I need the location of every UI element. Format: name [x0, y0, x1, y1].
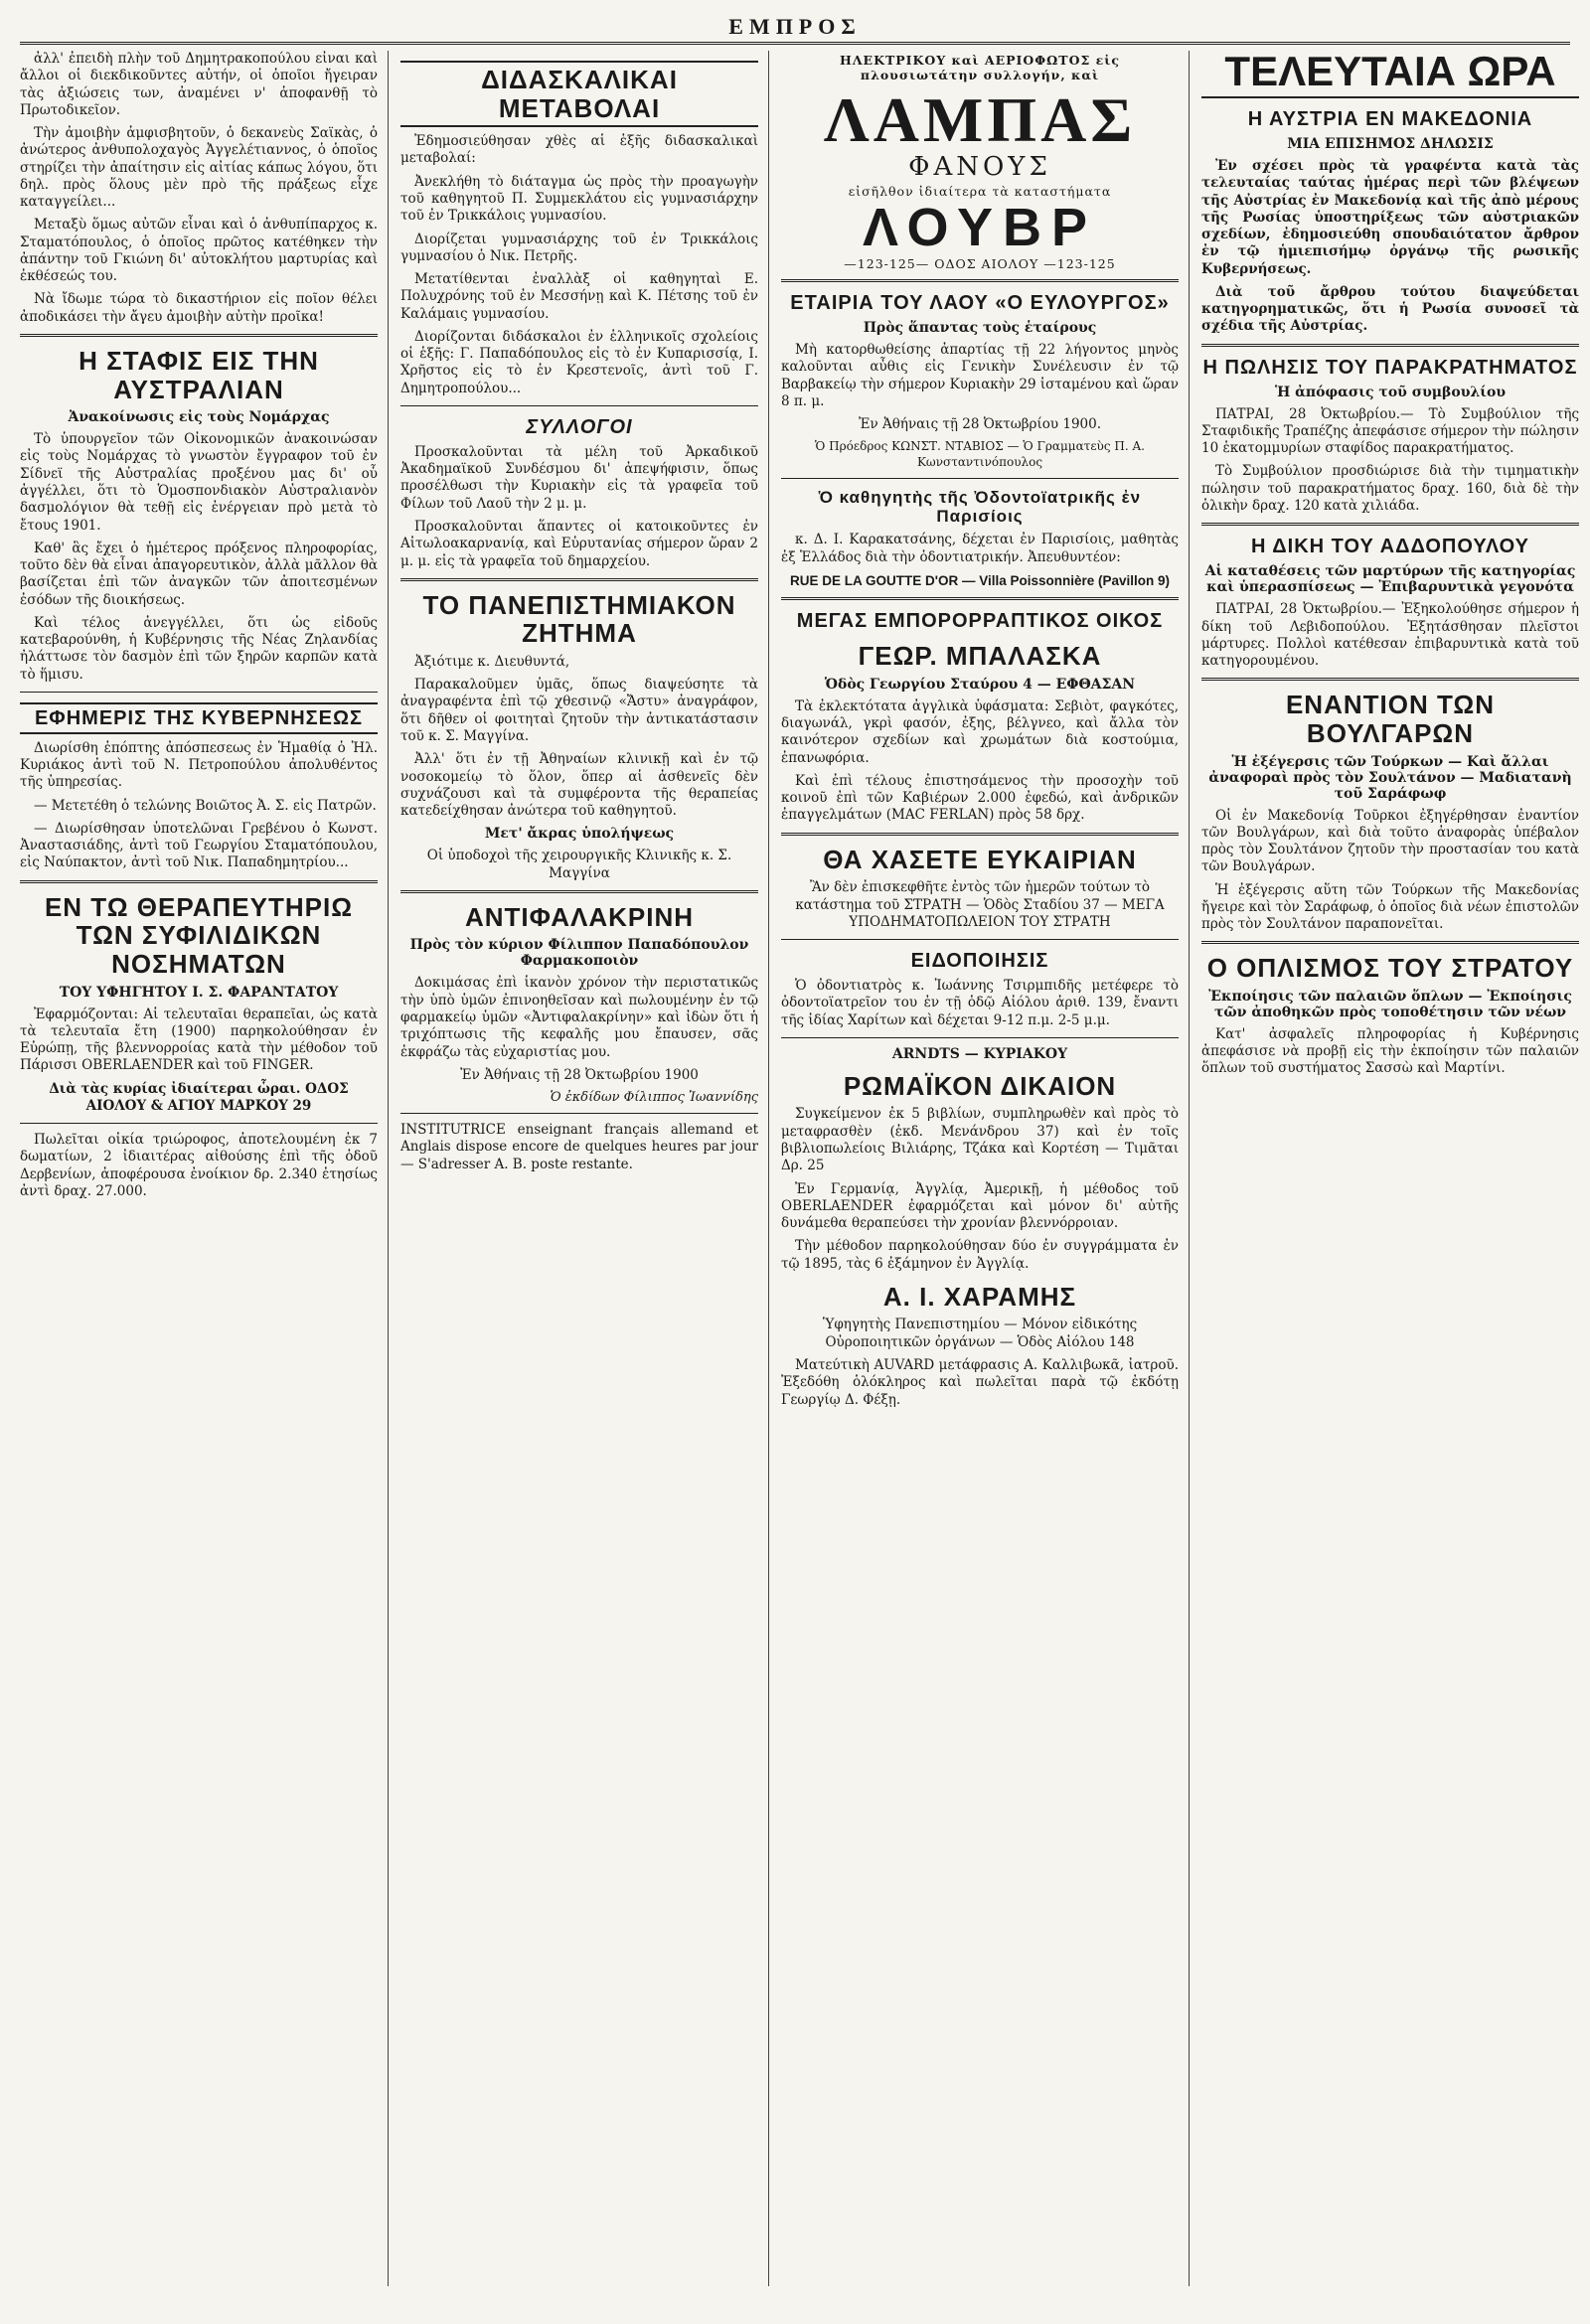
article-paragraph: Τὰ ἐκλεκτότατα ἀγγλικὰ ὑφάσματα: Σεβιὸτ, φαγκότες, διαγωνάλ, γκρὶ φασόν, ἐξης, βέλγνεο, καὶ ἄλλα τὸν καινότερον σχεδίων καὶ χρωμάτων διὰ κοστούμια, ἐπανωφόρια.	[781, 697, 1179, 766]
article-paragraph: Διὰ τοῦ ἄρθρου τούτου διαψεύδεται κατηγορηματικῶς, ὅτι ἡ Ρωσία συνοσεῖ τὰ σχέδια τῆς Αὐστρίας.	[1201, 283, 1579, 335]
article-paragraph: Ματεύτικὴ AUVARD μετάφρασις Α. Καλλιβωκᾶ, ἰατροῦ. Ἐξεδόθη ὁλόκληρος καὶ πωλεῖται παρὰ τῷ ἐκδότῃ Γεωργίῳ Δ. Φέξῃ.	[781, 1356, 1179, 1408]
classified-ad: Πωλεῖται οἰκία τριώροφος, ἀποτελουμένη ἐκ 7 δωματίων, 2 ἰδιαιτέρας αἰθούσης ἐπὶ τῆς ὁδοῦ Δερβενίων, ἀποφέρουσα ἐνοίκιον δρ. 2.340 ἐτησίως ἀντὶ δραχ. 27.000.	[20, 1132, 378, 1199]
headline-staphis: Η ΣΤΑΦΙΣ ΕΙΣ ΤΗΝ ΑΥΣΤΡΑΛΙΑΝ	[79, 345, 319, 404]
headline-tailor: ΜΕΓΑΣ ΕΜΠΟΡΟΡΡΑΠΤΙΚΟΣ ΟΙΚΟΣ	[796, 610, 1164, 633]
headline-university: ΤΟ ΠΑΝΕΠΙΣΤΗΜΙΑΚΟΝ ΖΗΤΗΜΑ	[422, 589, 736, 649]
headline-army: Ο ΟΠΛΙΣΜΟΣ ΤΟΥ ΣΤΡΑΤΟΥ	[1206, 953, 1574, 984]
article-paragraph: Δοκιμάσας ἐπὶ ἱκανὸν χρόνον τὴν περιστατικῶς τὴν ὑπὸ ὑμῶν ἐπινοηθεῖσαν καὶ πωλουμένην ἐν τῷ φαρμακείῳ ὑμῶν «Ἀντιφαλακρίνην» καὶ ἰδὼν ὅτι ἡ τριχόπτωσις τῆς κεφαλῆς μου ἔπαυσεν, σᾶς ἐκφράζω τὰς εὐχαριστίας μου.	[400, 975, 758, 1060]
article-paragraph: Τὴν ἀμοιβὴν ἀμφισβητοῦν, ὁ δεκανεὺς Σαϊκὰς, ὁ ἀνώτερος ἀνθυπολοχαγὸς Ἀγγελέτιαννος, ὁ ὁποῖος στηρίζει τὴν ἀπαίτησιν εἰς αἰτίας κάπως λόγου, ὅτι δηλ. πρὸς ὅλους μὲν πρὸ τῆς πράξεως εἶχε καταγγείλει...	[20, 125, 378, 211]
subheadline: ΤΟΥ ΥΦΗΓΗΤΟΥ Ι. Σ. ΦΑΡΑΝΤΑΤΟΥ	[59, 984, 339, 1001]
article-paragraph: Νὰ ἴδωμε τώρα τὸ δικαστήριον εἰς ποῖον θέλει ἀποδικάσει τὴν ἄγευ ἀμοιβὴν αὐτὴν προῖκα!	[20, 291, 378, 325]
divider	[1201, 523, 1579, 526]
divider	[400, 890, 758, 893]
divider	[781, 279, 1179, 282]
ad-mid-line: εἰσῆλθον ἰδιαίτερα τὰ καταστήματα	[848, 184, 1112, 199]
divider	[20, 880, 378, 883]
tailor-address: Ὁδὸς Γεωργίου Σταύρου 4 — ΕΦΘΑΣΑΝ	[824, 676, 1136, 693]
article-paragraph: ἀλλ' ἐπειδὴ πλὴν τοῦ Δημητρακοπούλου εἶναι καὶ ἄλλοι οἱ διεκδικοῦντες αὐτήν, οἱ ὁποῖοι ἤγειραν τὰς ἀξιώσεις των, ἀναμένει ν' ἀποφανθῇ τὸ Πρωτοδικεῖον.	[20, 51, 378, 118]
subheadline: Ἡ ἐξέγερσις τῶν Τούρκων — Καὶ ἄλλαι ἀναφοραὶ πρὸς τὸν Σουλτάνον — Μαδιατανὴ τοῦ Σαράφωφ	[1208, 753, 1572, 802]
headline-antifalakrini: ΑΝΤΙΦΑΛΑΚΡΙΝΗ	[464, 901, 695, 932]
article-paragraph: ΠΑΤΡΑΙ, 28 Ὀκτωβρίου.— Τὸ Συμβούλιον τῆς Σταφιδικῆς Τραπέζης ἀπεφάσισε σήμερον τὴν πώλησιν 10 ἑκατομμυρίων σταφίδος παρακρατήματος.	[1201, 405, 1579, 457]
article-paragraph: Ἡ ἐξέγερσις αὕτη τῶν Τούρκων τῆς Μακεδονίας ἤγειρε καὶ τὸν Σαράφωφ, ὁ ὁποῖος διὰ νέων ἐπιστολῶν πρὸς τὸν Σουλτάνον παραπονεῖται.	[1201, 881, 1579, 933]
headline-sale: Η ΠΩΛΗΣΙΣ ΤΟΥ ΠΑΡΑΚΡΑΤΗΜΑΤΟΣ	[1202, 356, 1578, 379]
subheadline: Αἱ καταθέσεις τῶν μαρτύρων τῆς κατηγορίας καὶ ὑπερασπίσεως — Ἐπιβαρυντικὰ γεγονότα	[1204, 563, 1576, 596]
article-date: Ἐν Ἀθήναις τῇ 28 Ὀκτωβρίου 1900.	[858, 416, 1102, 433]
ad-louvre-title: ΛΟΥΒΡ	[862, 198, 1098, 257]
address: RUE DE LA GOUTTE D'OR — Villa Poissonnière (Pavillon 9)	[789, 572, 1171, 588]
column-1	[20, 51, 389, 2286]
article-paragraph: Ἐν σχέσει πρὸς τὰ γραφέντα κατὰ τὰς τελευταίας ταύτας ἡμέρας περὶ τῶν βλέψεων τῆς Αὐστρίας ἐν Μακεδονίᾳ καὶ τῆς ἀπὸ μέρους τῆς Ρωσίας ὑποστηρίξεως τῶν αὐστριακῶν σχεδίων, ἐδημοσιεύθη σπουδαιότατον ἄρθρον ἐν τῷ ἡμιεπισήμῳ ὀργάνῳ τῆς ρωσικῆς Κυβερνήσεως.	[1201, 158, 1579, 277]
ad-fanous-title: ΦΑΝΟΥΣ	[908, 152, 1051, 182]
article-paragraph: Συγκείμενον ἐκ 5 βιβλίων, συμπληρωθὲν καὶ πρὸς τὸ μεταφρασθὲν (ἐκδ. Μενάνδρου 37) καὶ ἐν τοῖς βιβλιοπωλείοις Βιλιάρης, Τζάκα καὶ Κορτέση — Τιμᾶται Δρ. 25	[781, 1106, 1179, 1174]
headline-roman-law: ΡΩΜΑΪΚΟΝ ΔΙΚΑΙΟΝ	[843, 1070, 1117, 1101]
divider	[781, 1037, 1179, 1038]
article-paragraph: Ἐν Γερμανίᾳ, Ἀγγλίᾳ, Ἀμερικῇ, ἡ μέθοδος τοῦ OBERLAENDER ἐφαρμόζεται καὶ μόνον δι' αὐτῆς δυνάμεθα θεραπεύσει τὴν χρονίαν βλεννόρροιαν.	[781, 1180, 1179, 1232]
article-paragraph: Καὶ ἐπὶ τέλους ἐπιστησάμενος τὴν προσοχὴν τοῦ κοινοῦ ἐπὶ τῶν Καβιέρων 2.000 ἐφεδώ, καὶ ἀνδρικῶν ἐπαγγελμάτων (MAC FERLAN) πρὸς 58 δρχ.	[781, 772, 1179, 824]
divider	[400, 1113, 758, 1114]
article-paragraph: Ἀνεκλήθη τὸ διάταγμα ὡς πρὸς τὴν προαγωγὴν τοῦ καθηγητοῦ Π. Συμμεκλάτου εἰς γυμνασιάρχην τοῦ ἐν Τρικκάλοις γυμνασίου.	[400, 173, 758, 225]
subheadline: Πρὸς τὸν κύριον Φίλιππον Παπαδόπουλον Φαρμακοποιὸν	[409, 937, 749, 970]
divider	[1201, 678, 1579, 681]
article-paragraph: Τὸ Συμβούλιον προσδιώρισε διὰ τὴν τιμηματικὴν πώλησιν τοῦ παρακρατήματος δραχ. 160, διὰ δὲ τὴν ὁλικὴν δραχ. 120 κατὰ χιλιάδα.	[1201, 463, 1579, 514]
divider	[1201, 941, 1579, 944]
article-paragraph: Διωρίσθη ἐπόπτης ἀπόσπεσεως ἐν Ἡμαθίᾳ ὁ Ἠλ. Κυριάκος ἀντὶ τοῦ Ν. Πετροπούλου ἀπολυθέντος τῆς ὑπηρεσίας.	[20, 739, 378, 791]
divider	[400, 405, 758, 406]
article-paragraph: Προσκαλοῦνται ἅπαντες οἱ κατοικοῦντες ἐν Αἰτωλοακαρνανίᾳ, καὶ Εὐρυτανίας σήμερον ὥραν 2 μ. μ. εἰς τὰ γραφεῖα τοῦ δημαρχείου.	[400, 518, 758, 569]
headline-bulgarians: ΕΝΑΝΤΙΟΝ ΤΩΝ ΒΟΥΛΓΑΡΩΝ	[1285, 690, 1496, 748]
article-paragraph: — Διωρίσθησαν ὑποτελῶναι Γρεβένου ὁ Κωνστ. Ἀναστασιάδης, ἀντὶ τοῦ Γεωργίου Σταματόπουλου, εἰς Ναύπακτον, ἀντὶ τοῦ Νικ. Παπαδημητρίου...	[20, 820, 378, 871]
article-paragraph: ΠΑΤΡΑΙ, 28 Ὀκτωβρίου.— Ἐξηκολούθησε σήμερον ἡ δίκη τοῦ Λεβιδοπούλου. Ἐξητάσθησαν πλεῖστοι μάρτυρες. Πολλοὶ κατέθεσαν ἐπιβαρυντικὰ κατὰ τοῦ κατηγορουμένου.	[1201, 601, 1579, 670]
signature: Ὁ ἐκδίδων Φίλιππος Ἰωαννίδης	[550, 1090, 758, 1106]
headline-teachers: ΔΙΔΑΣΚΑΛΙΚΑΙ ΜΕΤΑΒΟΛΑΙ	[400, 61, 758, 127]
classified-ad: INSTITUTRICE enseignant français allemand et Anglais dispose encore de quelques heures par jour — S'adresser A. B. poste restante.	[400, 1122, 758, 1172]
article-paragraph: Οἱ ἐν Μακεδονίᾳ Τοῦρκοι ἐξηγέρθησαν ἐναντίον τῶν Βουλγάρων, καὶ διὰ τοῦτο ἀναφορὰς ὑπέβαλον πρὸς τὸν Σουλτάνον ζητοῦν τὴν προστασίαν του κατὰ τῶν Βουλγάρων.	[1201, 807, 1579, 875]
article-paragraph: Κατ' ἀσφαλεῖς πληροφορίας ἡ Κυβέρνησις ἀπεφάσισε νὰ προβῇ εἰς τὴν ἐκποίησιν τῶν παλαιῶν ὅπλων τοῦ συστήματος Σασσὼ καὶ Μαρτίνι.	[1201, 1025, 1579, 1077]
article-paragraph: κ. Δ. Ι. Καρακατσάνης, δέχεται ἐν Παρισίοις, μαθητὰς ἐξ Ἑλλάδος διὰ τὴν ὀδοντιατρικήν. Ἀπευθυντέον:	[781, 532, 1179, 565]
column-3	[781, 51, 1190, 2286]
headline-notice: ΕΙΔΟΠΟΙΗΣΙΣ	[910, 950, 1049, 973]
article-paragraph: Ἀλλ' ὅτι ἐν τῇ Ἀθηναίων κλινικῇ καὶ ἐν τῷ νοσοκομείῳ τὸ ὅλον, ὅπερ αἱ ἀσθενεῖς δὲν συχνάζουσι καὶ τὰ συμφέροντα τῆς θεραπείας κατεδείχθησαν ἀνώτερα τοῦ καθηγητοῦ.	[400, 751, 758, 820]
divider	[1201, 344, 1579, 347]
divider	[781, 597, 1179, 600]
headline-opportunity: ΘΑ ΧΑΣΕΤΕ ΕΥΚΑΙΡΙΑΝ	[823, 844, 1137, 874]
article-paragraph: Ὑφηγητὴς Πανεπιστημίου — Μόνον εἰδικότης Οὐροποιητικῶν ὀργάνων — Ὁδὸς Αἰόλου 148	[822, 1317, 1138, 1350]
divider	[400, 578, 758, 581]
article-paragraph: Καὶ τέλος ἀνεγγέλλει, ὅτι ὡς εἰδοῦς κατεβαρούνθη, ἡ Κυβέρνησις τῆς Νέας Ζηλανδίας ἠλάττωσε τὸν δασμὸν ἐπὶ τῶν ξηρῶν καρπῶν κατὰ τὸ ἥμισυ.	[20, 614, 378, 683]
headline-dentist: Ὁ καθηγητὴς τῆς Ὀδοντοϊατρικῆς ἐν Παρισίοις	[818, 488, 1142, 526]
column-4	[1201, 51, 1579, 2286]
headline-last-hour: ΤΕΛΕΥΤΑΙΑ ΩΡΑ	[1201, 51, 1579, 98]
subheadline: Ἀνακοίνωσις εἰς τοὺς Νομάρχας	[68, 409, 330, 426]
subheadline: Ἐκποίησις τῶν παλαιῶν ὅπλων — Ἐκποίησις τῶν ἀποθηκῶν πρὸς τοποθέτησιν τῶν νέων	[1208, 988, 1572, 1020]
divider	[20, 334, 378, 337]
book-author: ARNDTS — ΚΥΡΙΑΚΟΥ	[891, 1045, 1068, 1062]
signature: Ὁ Πρόεδρος ΚΩΝΣΤ. ΝΤΑΒΙΟΣ — Ὁ Γραμματεὺς Π. Α. Κωνσταντινόπουλος	[815, 439, 1145, 469]
newspaper-page	[20, 14, 1579, 2289]
ad-top-line: ΗΛΕΚΤΡΙΚΟΥ καὶ ΑΕΡΙΟΦΩΤΟΣ εἰς πλουσιωτάτην συλλογήν, καὶ	[840, 53, 1120, 82]
headline-etairia: ΕΤΑΙΡΙΑ ΤΟΥ ΛΑΟΥ «Ο ΕΥΛΟΥΡΓΟΣ»	[790, 292, 1170, 314]
article-paragraph: Μεταξὺ ὅμως αὐτῶν εἶναι καὶ ὁ ἀνθυπίπαρχος κ. Σταματόπουλος, ὁ ὁποῖος πρῶτος κατέθηκεν τὴν ἀπάντην τοῦ Γκιώνη δι' αὐτοκλήτου μαρτυρίας καὶ ἐκθέσεώς του.	[20, 217, 378, 285]
divider	[20, 692, 378, 693]
article-paragraph: Ἀξιότιμε κ. Διευθυντά,	[414, 653, 570, 670]
headline-associations: ΣΥΛΛΟΓΟΙ	[526, 415, 633, 438]
article-paragraph: — Μετετέθη ὁ τελώνης Βοιῶτος Ἀ. Σ. εἰς Πατρῶν.	[34, 797, 377, 814]
masthead: ΕΜΠΡΟΣ	[20, 14, 1570, 45]
article-paragraph: Ὁ ὀδοντιατρὸς κ. Ἰωάννης Τσιρμπιδῆς μετέφερε τὸ ὀδοντοϊατρεῖον του ἐν τῇ ὁδῷ Αἰόλου ἀριθ. 139, ἔναντι τῆς ἰδίας Χαρίτων καὶ δέχεται 9-12 π.μ. 2-5 μ.μ.	[781, 978, 1179, 1028]
signoff: Μετ' ἄκρας ὑπολήψεως	[484, 826, 675, 843]
divider	[781, 939, 1179, 940]
article-paragraph: Ἐφαρμόζονται: Αἱ τελευταῖαι θεραπεῖαι, ὡς κατὰ τὰ τελευταῖα ἔτη (1900) παρηκολούθησαν ἐν Εὐρώπῃ, τῆς βλεννορροίας κατὰ τὴν μέθοδον τοῦ Πάρισσι OBERLAENDER καὶ τοῦ FINGER.	[20, 1006, 378, 1074]
article-paragraph: Διορίζονται διδάσκαλοι ἐν ἑλληνικοῖς σχολείοις οἱ ἑξῆς: Γ. Παπαδόπουλος εἰς τὸ ἐν Κυπαρισσίᾳ, Ι. Χρῆστος εἰς τὸ ἐν Κρεστενοῖς, ἀντὶ τοῦ Γ. Δημητροπούλου...	[400, 328, 758, 396]
article-paragraph: Μετατίθενται ἐναλλὰξ οἱ καθηγηταὶ Ε. Πολυχρόνης τοῦ ἐν Μεσσήνῃ καὶ Κ. Πέτσης τοῦ ἐν Καλάμαις γυμνασίου.	[400, 271, 758, 322]
article-paragraph: Τὴν μέθοδον παρηκολούθησαν δύο ἐν συγγράμματα ἐν τῷ 1895, τὰς 6 ἐξάμηνον ἐν Ἀγγλίᾳ.	[781, 1238, 1179, 1272]
ad-address: —123-125— ΟΔΟΣ ΑΙΟΛΟΥ —123-125	[844, 256, 1116, 271]
subheadline: Ἡ ἀπόφασις τοῦ συμβουλίου	[1274, 384, 1507, 400]
headline-trial: Η ΔΙΚΗ ΤΟΥ ΑΔΔΟΠΟΥΛΟΥ	[1251, 536, 1529, 558]
headline-charamis: Α. Ι. ΧΑΡΑΜΗΣ	[882, 1281, 1077, 1312]
subheadline: Πρὸς ἅπαντας τοὺς ἑταίρους	[863, 320, 1097, 336]
article-paragraph: Ἂν δὲν ἐπισκεφθῆτε ἐντὸς τῶν ἡμερῶν τούτων τὸ κατάστημα τοῦ ΣΤΡΑΤΗ — Ὁδὸς Σταδίου 37 — ΜΕΓΑ ΥΠΟΔΗΜΑΤΟΠΩΛΕΙΟΝ ΤΟΥ ΣΤΡΑΤΗ	[795, 879, 1165, 930]
article-paragraph: Ἐδημοσιεύθησαν χθὲς αἱ ἑξῆς διδασκαλικαὶ μεταβολαί:	[400, 133, 758, 167]
article-date: Ἐν Ἀθήναις τῇ 28 Ὀκτωβρίου 1900	[460, 1066, 699, 1083]
article-paragraph: Προσκαλοῦνται τὰ μέλη τοῦ Ἀρκαδικοῦ Ἀκαδημαϊκοῦ Συνδέσμου δι' ἀπεψήφισιν, ὅπως προσέλθωσι τὴν Κυριακὴν εἰς τὰ γραφεῖα τοῦ Φίλων τοῦ Λαοῦ τὴν 2 μ. μ.	[400, 443, 758, 512]
headline-gazette: ΕΦΗΜΕΡΙΣ ΤΗΣ ΚΥΒΕΡΝΗΣΕΩΣ	[20, 702, 378, 734]
subheadline: ΜΙΑ ΕΠΙΣΗΜΟΣ ΔΗΛΩΣΙΣ	[1287, 136, 1494, 152]
article-paragraph: Διορίζεται γυμνασιάρχης τοῦ ἐν Τρικκάλοις γυμνασίου ὁ Νικ. Πετρῆς.	[400, 231, 758, 264]
article-paragraph: Τὸ ὑπουργεῖον τῶν Οἰκονομικῶν ἀνακοινώσαν εἰς τοὺς Νομάρχας τὸ γνωστὸν ἔγγραφον τοῦ ἐν Σίδνεϊ τῆς Αὐστραλίας προξένου μας δι' οὗ ἀγγέλλει, ὅτι τὸ Ὁμοσπονδιακὸν Αὐστραλιανὸν δασμολόγιον θὰ τεθῇ εἰς ἐνέργειαν πρὸ μετὰ τὸ ἔτους 1901.	[20, 431, 378, 534]
headline-clinic: ΕΝ ΤΩ ΘΕΡΑΠΕΥΤΗΡΙΩ ΤΩΝ ΣΥΦΙΛΙΔΙΚΩΝ ΝΟΣΗΜΑΤΩΝ	[44, 891, 354, 979]
article-paragraph: Καθ' ἃς ἔχει ὁ ἡμέτερος πρόξενος πληροφορίας, τοῦτο δὲν θὰ εἶναι ἀπαγορευτικὸν, ἀλλὰ μᾶλλον θὰ βασίζεται ἐπὶ τῶν ἀναγκῶν τῶν ἀποιτεσμένων ἐσόδων τῆς διοικήσεως.	[20, 540, 378, 608]
divider	[781, 478, 1179, 479]
divider	[781, 833, 1179, 836]
headline-austria: Η ΑΥΣΤΡΙΑ ΕΝ ΜΑΚΕΔΟΝΙΑ	[1247, 108, 1533, 130]
divider	[20, 1123, 378, 1124]
column-2	[400, 51, 769, 2286]
article-paragraph: Παρακαλοῦμεν ὑμᾶς, ὅπως διαψεύσητε τὰ ἀναγραφέντα ἐπὶ τῷ χθεσινῷ «Ἄστυ» ἀναγράφον, ὅτι δῆθεν οἱ φοιτηταὶ ζητοῦν τὴν ἀντικατάστασιν τοῦ κ. Σ. Μαγγίνα.	[400, 677, 758, 745]
signature: Οἱ ὑποδοχοὶ τῆς χειρουργικῆς Κλινικῆς κ. Σ. Μαγγίνα	[426, 848, 732, 881]
tailor-name: ΓΕΩΡ. ΜΠΑΛΑΣΚΑ	[858, 641, 1102, 672]
ad-lampas-title: ΛΑΜΠΑΣ	[823, 84, 1137, 155]
article-paragraph: Μὴ κατορθωθείσης ἀπαρτίας τῇ 22 λήγοντος μηνὸς καλοῦνται αὖθις εἰς Γενικὴν Συνέλευσιν ἐν τῷ Βαρβακείῳ τὴν σήμερον Κυριακὴν 29 ἱσταμένου καὶ ὥραν 8 π. μ.	[781, 342, 1179, 409]
article-paragraph: Διὰ τὰς κυρίας ἰδιαίτεραι ὧραι. ΟΔΟΣ ΑΙΟΛΟΥ & ΑΓΙΟΥ ΜΑΡΚΟΥ 29	[49, 1080, 349, 1114]
